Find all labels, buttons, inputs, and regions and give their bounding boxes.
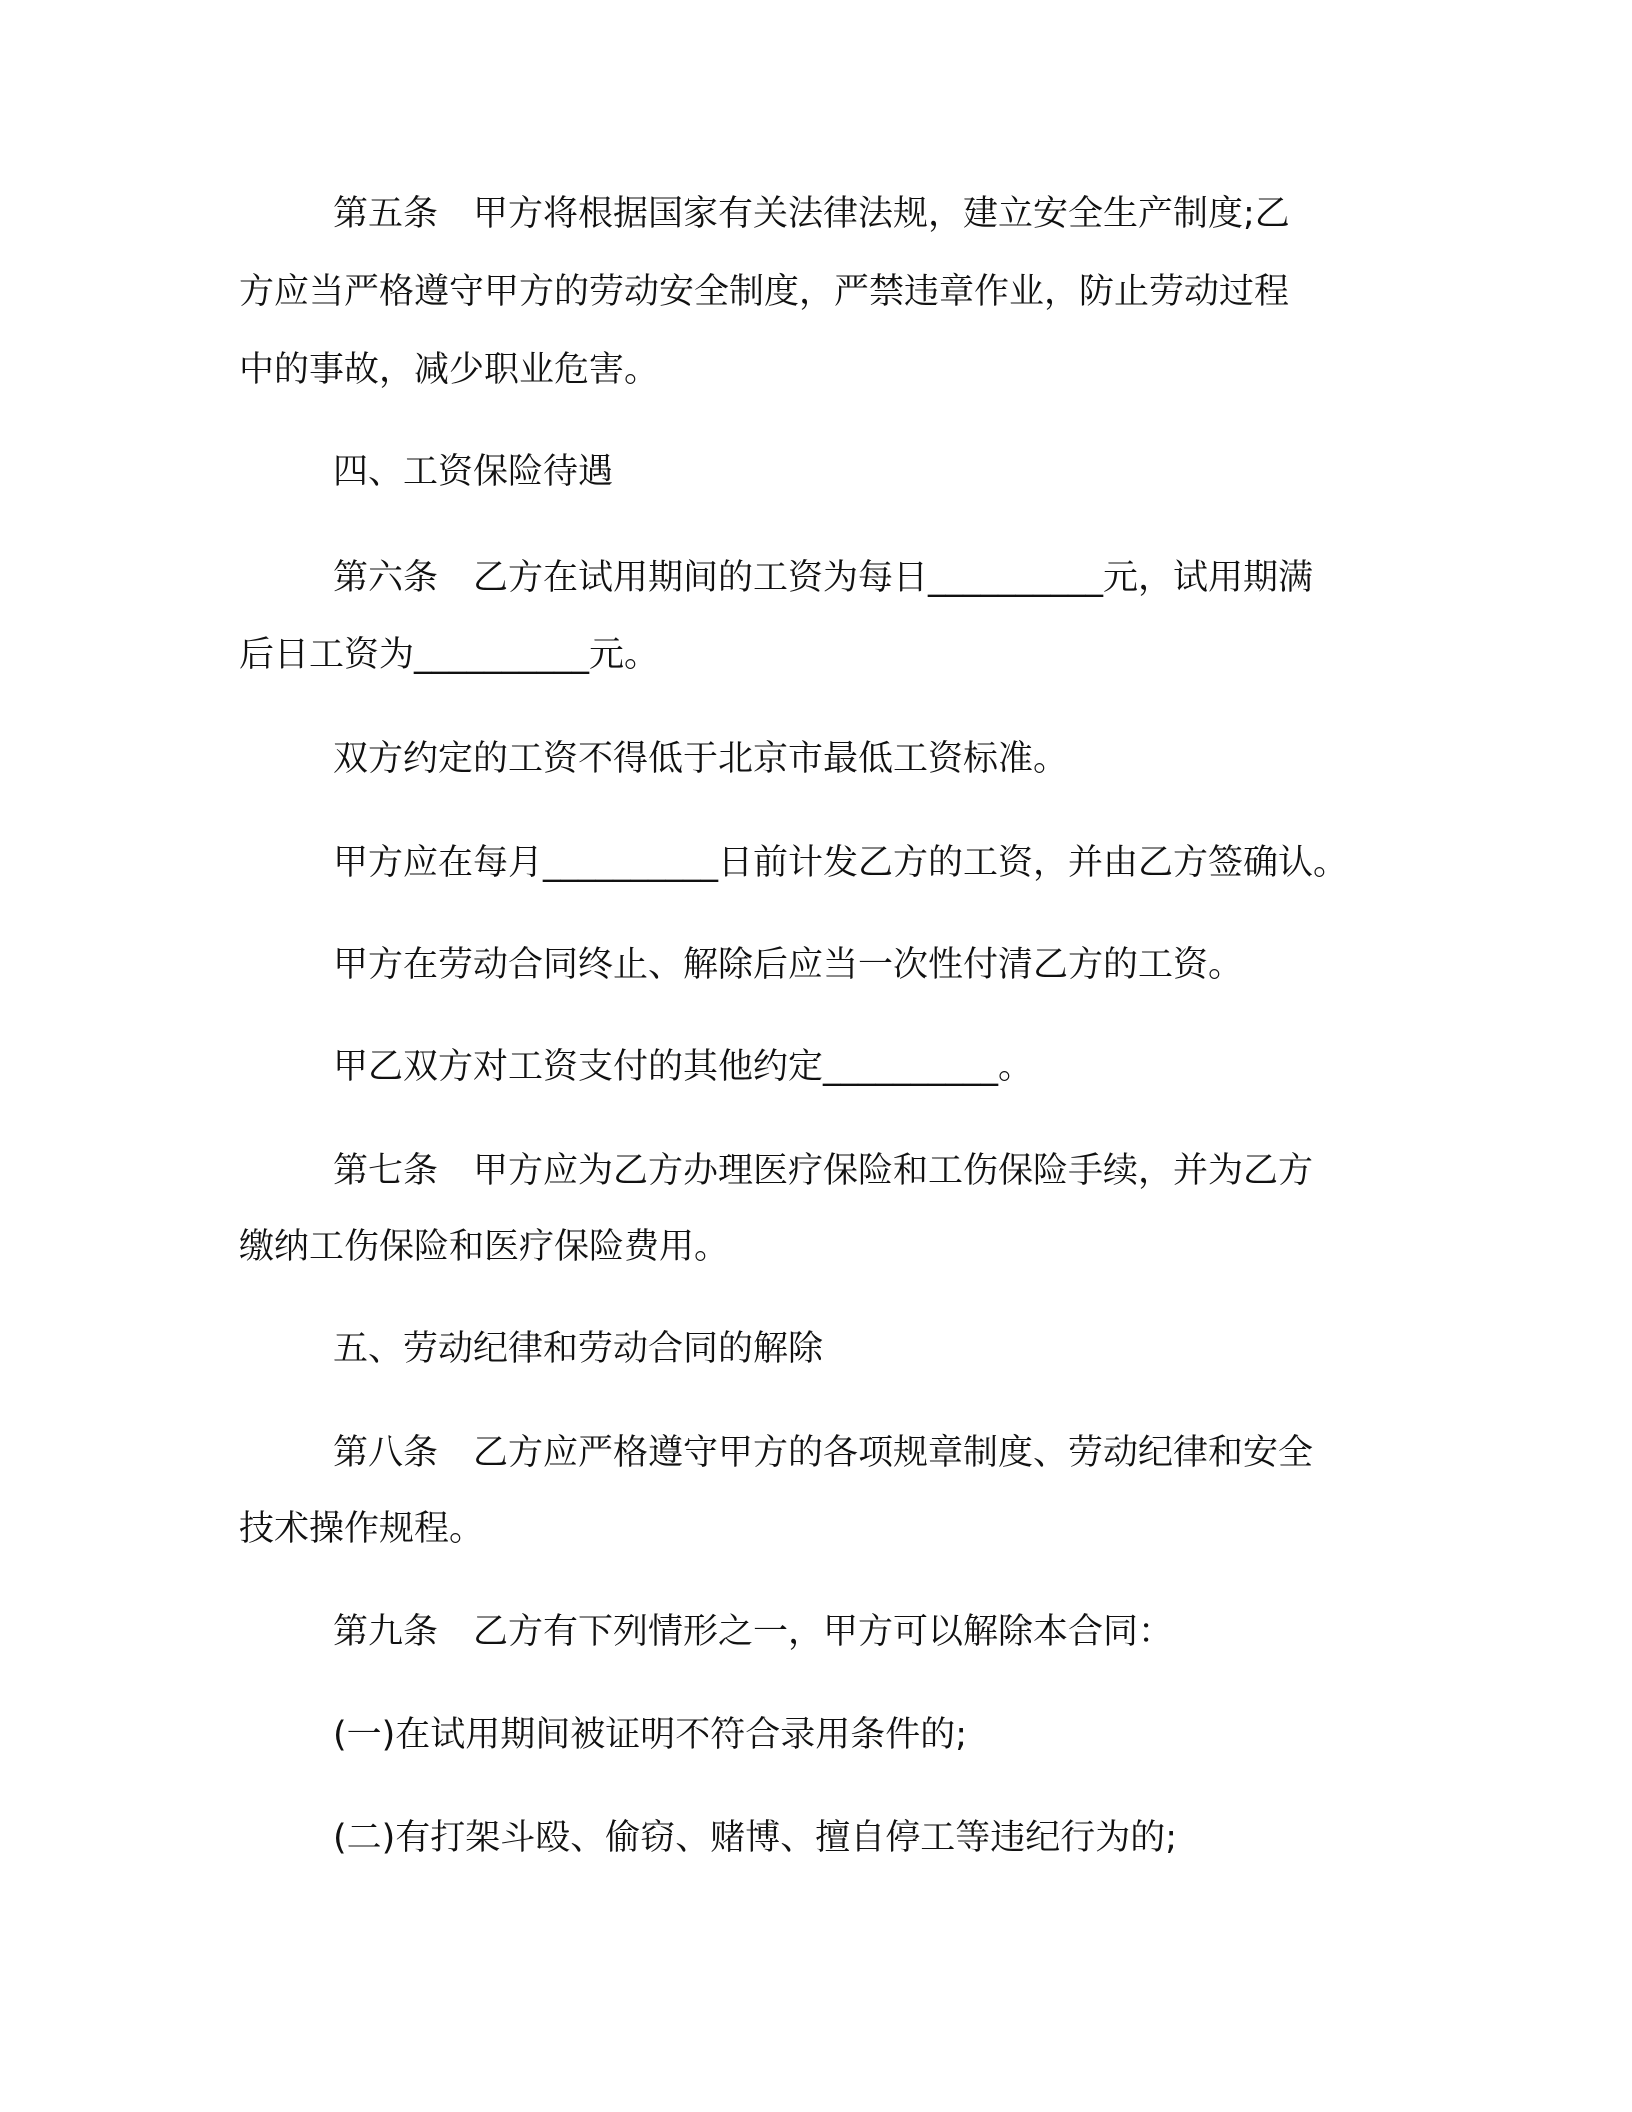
- section-5-heading: 五、劳动纪律和劳动合同的解除: [333, 1329, 824, 1369]
- article-6-line-1: 第六条 乙方在试用期间的工资为每日__________元，试用期满: [333, 558, 1314, 598]
- article-7-line-1: 第七条 甲方应为乙方办理医疗保险和工伤保险手续，并为乙方: [333, 1151, 1314, 1191]
- section-4-heading: 四、工资保险待遇: [333, 452, 614, 492]
- article-6-line-2: 后日工资为__________元。: [239, 635, 660, 675]
- article-5-line-1: 第五条 甲方将根据国家有关法律法规，建立安全生产制度;乙: [333, 194, 1290, 234]
- wage-payday-line: 甲方应在每月__________日前计发乙方的工资，并由乙方签确认。: [333, 843, 1349, 883]
- wage-standard-line: 双方约定的工资不得低于北京市最低工资标准。: [333, 739, 1069, 779]
- article-5-line-2: 方应当严格遵守甲方的劳动安全制度，严禁违章作业，防止劳动过程: [239, 272, 1290, 312]
- wage-other-agreement-line: 甲乙双方对工资支付的其他约定__________。: [333, 1047, 1034, 1087]
- article-7-line-2: 缴纳工伤保险和医疗保险费用。: [239, 1227, 730, 1267]
- article-9-item-2: (二)有打架斗殴、偷窃、赌博、擅自停工等违纪行为的;: [333, 1818, 1178, 1858]
- wage-settlement-line: 甲方在劳动合同终止、解除后应当一次性付清乙方的工资。: [333, 945, 1244, 985]
- article-5-line-3: 中的事故，减少职业危害。: [239, 350, 660, 390]
- article-9-item-1: (一)在试用期间被证明不符合录用条件的;: [333, 1715, 968, 1755]
- article-8-line-1: 第八条 乙方应严格遵守甲方的各项规章制度、劳动纪律和安全: [333, 1433, 1314, 1473]
- article-9-line-1: 第九条 乙方有下列情形之一，甲方可以解除本合同：: [333, 1612, 1174, 1652]
- article-8-line-2: 技术操作规程。: [239, 1509, 485, 1549]
